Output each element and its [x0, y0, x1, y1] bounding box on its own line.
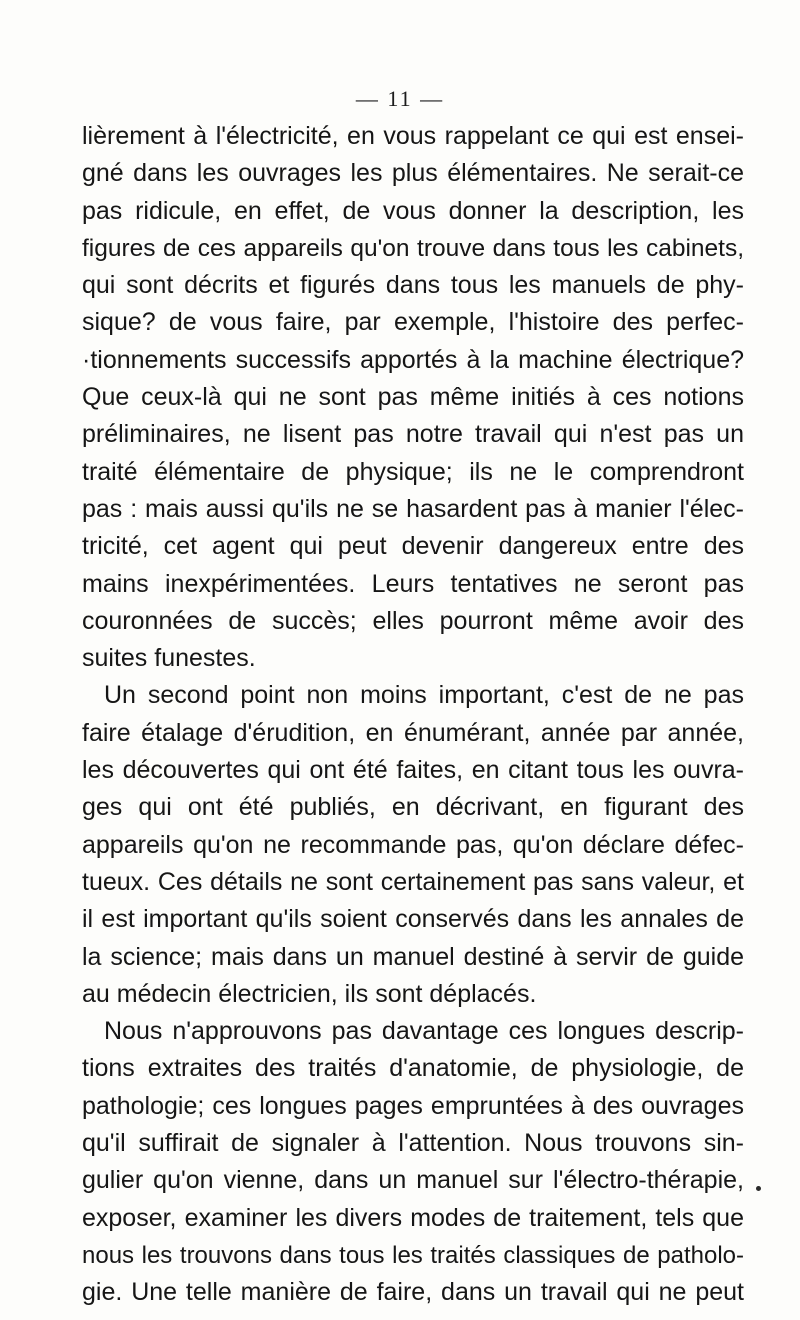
text-line: la science; mais dans un manuel destiné à servir de guide — [82, 942, 744, 971]
text-line: qui sont décrits et figurés dans tous les manuels de phy- — [82, 271, 744, 300]
text-line: gné dans les ouvrages les plus élémentaires. Ne serait-ce — [82, 159, 744, 188]
text-line: suites funestes. — [82, 644, 256, 673]
text-line: au médecin électricien, ils sont déplacés. — [82, 979, 537, 1008]
text-line: mains inexpérimentées. Leurs tentatives ne seront pas — [82, 569, 744, 598]
text-line: pathologie; ces longues pages empruntées à des ouvrages — [82, 1091, 744, 1120]
text-line: appareils qu'on ne recommande pas, qu'on déclare défec- — [82, 830, 744, 859]
text-line: Un second point non moins important, c'est de ne pas — [104, 681, 744, 710]
text-line: ges qui ont été publiés, en décrivant, en figurant des — [82, 793, 744, 822]
text-line: tricité, cet agent qui peut devenir dangereux entre des — [82, 532, 744, 561]
text-line: Nous n'approuvons pas davantage ces longues descrip- — [104, 1017, 744, 1046]
text-line: traité élémentaire de physique; ils ne le comprendront — [82, 457, 744, 486]
text-line: nous les trouvons dans tous les traités classiques de patholo- — [82, 1241, 744, 1269]
body-text — [82, 118, 744, 1312]
text-line: sique? de vous faire, par exemple, l'histoire des perfec- — [82, 308, 744, 337]
text-line: qu'il suffirait de signaler à l'attention. Nous trouvons sin- — [82, 1129, 744, 1158]
text-line: exposer, examiner les divers modes de traitement, tels que — [82, 1203, 744, 1232]
text-line: les découvertes qui ont été faites, en citant tous les ouvra- — [82, 756, 744, 785]
text-line: pas ridicule, en effet, de vous donner la description, les — [82, 196, 744, 225]
text-line: pas : mais aussi qu'ils ne se hasardent pas à manier l'élec- — [82, 494, 744, 523]
text-line: Que ceux-là qui ne sont pas même initiés à ces notions — [82, 383, 744, 412]
text-line: gulier qu'on vienne, dans un manuel sur l'électro-thérapie, — [82, 1166, 744, 1195]
text-line: faire étalage d'érudition, en énumérant, année par année, — [82, 718, 744, 747]
text-line: couronnées de succès; elles pourront même avoir des — [82, 606, 744, 635]
text-line: tueux. Ces détails ne sont certainement pas sans valeur, et — [82, 867, 744, 896]
text-line: tions extraites des traités d'anatomie, de physiologie, de — [82, 1054, 744, 1083]
text-line: ·tionnements successifs apportés à la machine électrique? — [82, 345, 744, 374]
text-line: préliminaires, ne lisent pas notre travail qui n'est pas un — [82, 420, 744, 449]
ink-speck — [756, 1186, 761, 1191]
page-number: — 11 — — [355, 86, 445, 111]
text-line: figures de ces appareils qu'on trouve dans tous les cabinets, — [82, 234, 744, 262]
text-line: gie. Une telle manière de faire, dans un travail qui ne peut — [82, 1278, 744, 1307]
text-line: lièrement à l'électricité, en vous rappelant ce qui est ensei- — [82, 122, 744, 150]
text-line: il est important qu'ils soient conservés dans les annales de — [82, 905, 744, 934]
